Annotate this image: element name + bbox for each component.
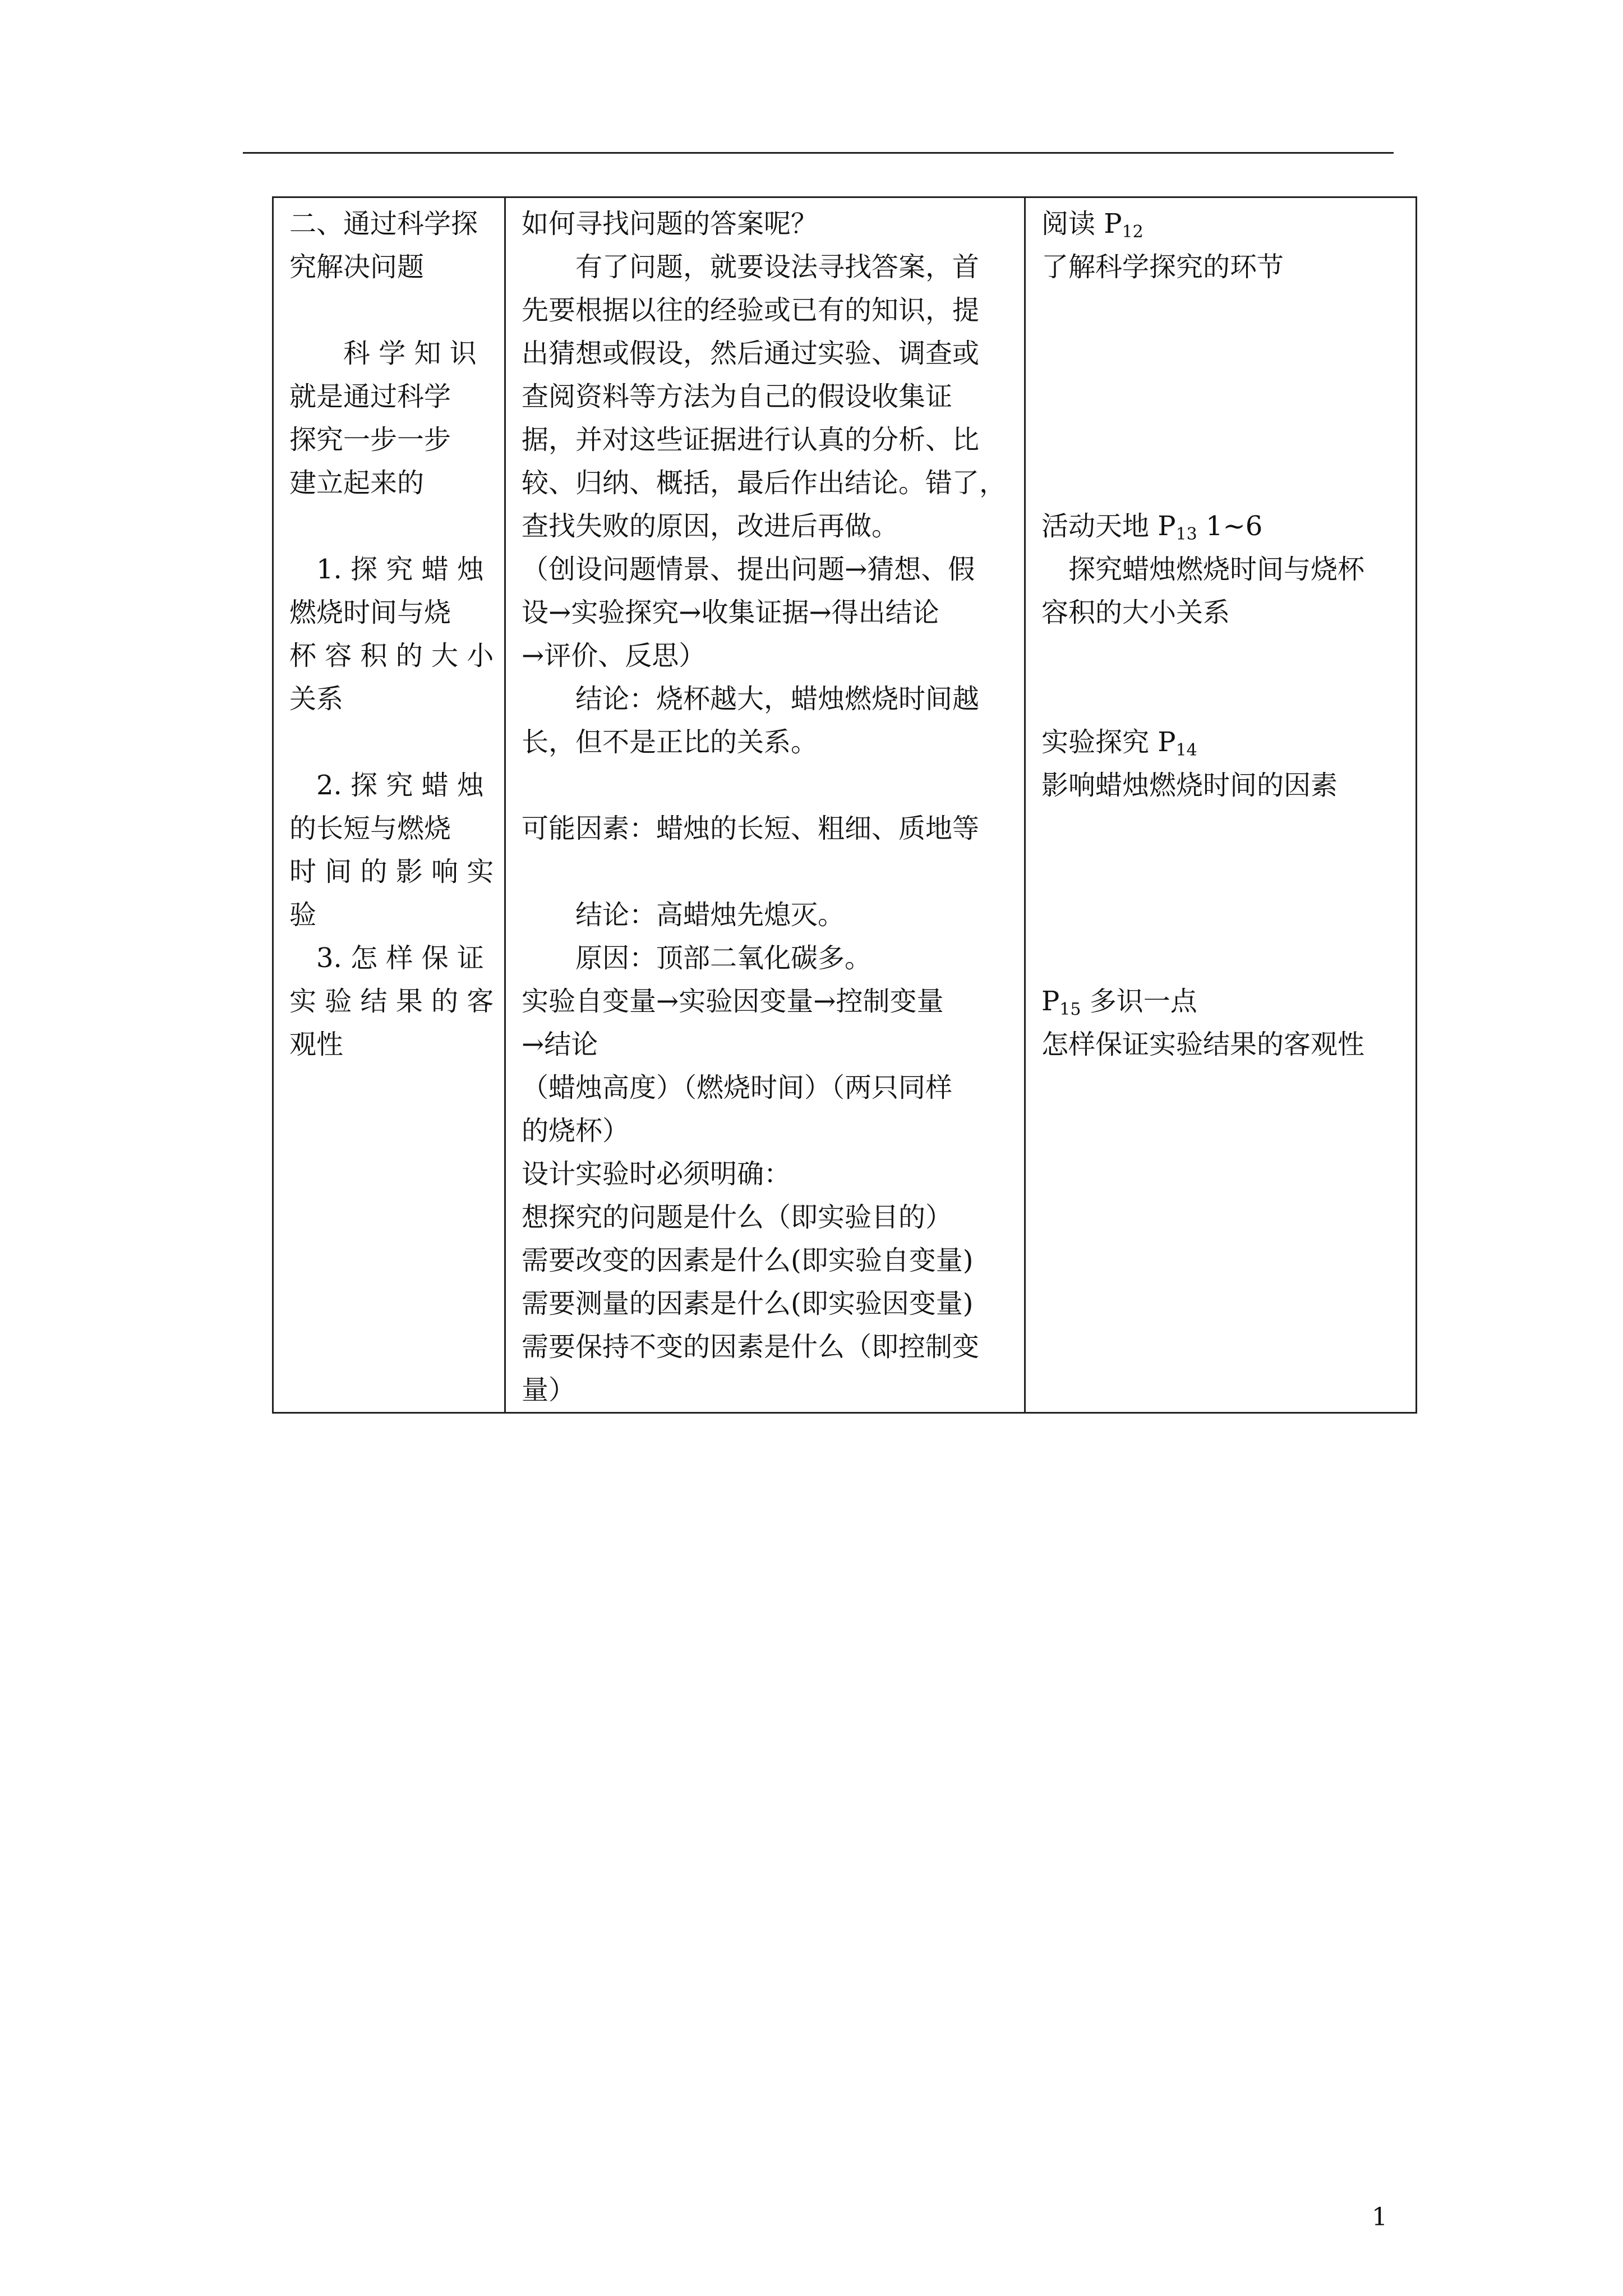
item-3-line: 实 验 结 果 的 客 [289, 986, 494, 1017]
process-line: （创设问题情景、提出问题→猜想、假 [522, 554, 975, 585]
factors-line: 可能因素：蜡烛的长短、粗细、质地等 [522, 813, 980, 844]
more-description: 怎样保证实验结果的客观性 [1041, 1029, 1365, 1060]
item-2-line: 的长短与燃烧 [289, 813, 451, 844]
variables-line: →结论 [522, 1029, 598, 1060]
process-line: 设→实验探究→收集证据→得出结论 [522, 597, 939, 628]
paragraph-line: 查找失败的原因，改进后再做。 [522, 510, 899, 542]
design-item: 需要改变的因素是什么(即实验自变量) [522, 1245, 974, 1276]
header-rule [243, 152, 1394, 154]
activity-reference: 活动天地 $P_{13}$ 1~6 [1041, 510, 1263, 544]
intro-line: 建立起来的 [289, 467, 425, 499]
question-line: 如何寻找问题的答案呢？ [522, 208, 818, 240]
item-1-line: 燃烧时间与烧 [289, 597, 451, 628]
lesson-plan-table [272, 196, 1417, 1414]
variables-note-line: （蜡烛高度）（燃烧时间）（两只同样 [522, 1072, 953, 1103]
page-number: 1 [1372, 2203, 1387, 2231]
section-heading-line: 究解决问题 [289, 251, 425, 283]
reason-line: 原因：顶部二氧化碳多。 [575, 942, 872, 974]
item-2-line: 验 [289, 899, 317, 931]
paragraph-line: 查阅资料等方法为自己的假设收集证 [522, 381, 953, 412]
activity-description: 探究蜡烛燃烧时间与烧杯 [1068, 554, 1365, 585]
design-title: 设计实验时必须明确： [522, 1158, 791, 1190]
paragraph-line: 有了问题，就要设法寻找答案，首 [575, 251, 980, 283]
process-line: →评价、反思） [522, 640, 706, 671]
intro-line: 科 学 知 识 [343, 338, 477, 369]
read-reference: 阅读 $P_{12}$ [1041, 208, 1144, 242]
paragraph-line: 据，并对这些证据进行认真的分析、比 [522, 424, 980, 455]
content-column [505, 197, 1025, 1413]
item-1-line: 1. 探 究 蜡 烛 [316, 554, 484, 585]
item-1-line: 杯 容 积 的 大 小 [289, 640, 494, 671]
intro-line: 探究一步一步 [289, 424, 451, 455]
design-item: 需要保持不变的因素是什么（即控制变 [522, 1331, 980, 1363]
read-description: 了解科学探究的环节 [1041, 251, 1284, 283]
section-heading-line: 二、通过科学探 [289, 208, 478, 240]
design-item: 量） [522, 1374, 576, 1406]
paragraph-line: 先要根据以往的经验或已有的知识，提 [522, 295, 980, 326]
item-3-line: 观性 [289, 1029, 344, 1060]
design-item: 需要测量的因素是什么(即实验因变量) [522, 1288, 974, 1319]
variables-note-line: 的烧杯） [522, 1115, 630, 1147]
table-row [273, 197, 1417, 1413]
conclusion-line: 结论：烧杯越大，蜡烛燃烧时间越 [575, 683, 980, 715]
variables-line: 实验自变量→实验因变量→控制变量 [522, 986, 944, 1017]
design-item: 想探究的问题是什么（即实验目的） [522, 1202, 953, 1233]
paragraph-line: 出猜想或假设，然后通过实验、调查或 [522, 338, 980, 369]
paragraph-line: 较、归纳、概括，最后作出结论。错了， [522, 467, 1007, 499]
item-2-line: 时 间 的 影 响 实 [289, 856, 494, 887]
item-1-line: 关系 [289, 683, 344, 715]
intro-line: 就是通过科学 [289, 381, 451, 412]
conclusion-line: 长，但不是正比的关系。 [522, 726, 818, 758]
conclusion-line: 结论：高蜡烛先熄灭。 [575, 899, 845, 931]
activity-description: 容积的大小关系 [1041, 597, 1230, 628]
activity-column [1025, 197, 1417, 1413]
experiment-description: 影响蜡烛燃烧时间的因素 [1041, 770, 1338, 801]
item-3-line: 3. 怎 样 保 证 [316, 942, 484, 974]
item-2-line: 2. 探 究 蜡 烛 [316, 770, 484, 801]
topic-column [273, 197, 505, 1413]
experiment-reference: 实验探究 $P_{14}$ [1041, 726, 1197, 760]
more-reference: $P_{15}$ 多识一点 [1041, 986, 1197, 1019]
